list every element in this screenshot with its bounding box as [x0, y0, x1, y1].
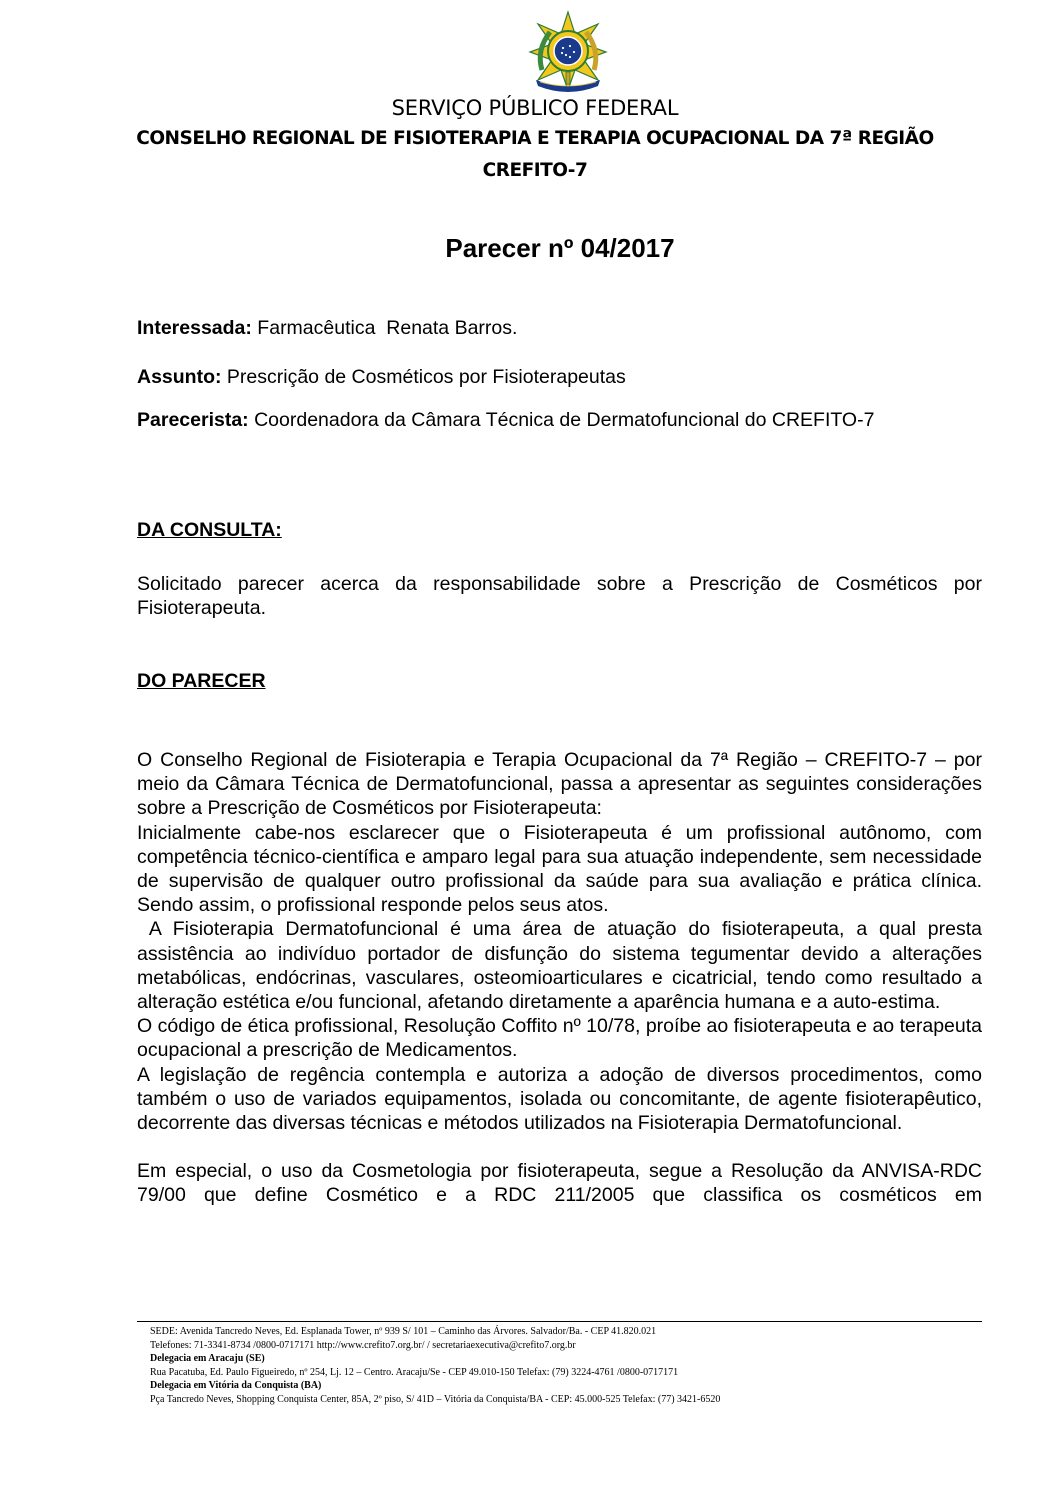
- header-council-name: CONSELHO REGIONAL DE FISIOTERAPIA E TERAPIA OCUPACIONAL DA 7ª REGIÃO: [136, 128, 934, 149]
- parecer-paragraph: Inicialmente cabe-nos esclarecer que o Fisioterapeuta é um profissional autônomo, com competência técnico-científica e amparo legal para sua atuação independente, sem necessidade de supervisão de qualquer outro profissional da saúde para sua avaliação e prática clínica. Sendo assim, o profissional responde pelos seus atos.: [137, 821, 982, 917]
- header-service: SERVIÇO PÚBLICO FEDERAL: [391, 96, 679, 120]
- parecer-paragraph: O Conselho Regional de Fisioterapia e Terapia Ocupacional da 7ª Região – CREFITO-7 – por meio da Câmara Técnica de Dermatofuncional, passa a apresentar as seguintes considerações sobre a Prescrição de Cosméticos por Fisioterapeuta:: [137, 749, 982, 820]
- parecer-heading: DO PARECER: [137, 670, 266, 692]
- header-short-name: CREFITO-7: [482, 160, 588, 181]
- interessada-value: Farmacêutica Renata Barros.: [251, 317, 518, 339]
- parecerista-value: Coordenadora da Câmara Técnica de Dermatofuncional do CREFITO-7: [248, 409, 875, 431]
- parecerista-label: Parecerista:: [137, 409, 249, 431]
- footer-conquista-heading: Delegacia em Vitória da Conquista (BA): [150, 1380, 322, 1391]
- document-title: Parecer nº 04/2017: [445, 233, 675, 263]
- brazil-coat-of-arms-icon: [528, 10, 608, 92]
- parecer-text-block: [137, 748, 988, 1208]
- footer-telefones: Telefones: 71-3341-8734 /0800-0717171 http://www.crefito7.org.br/ / secretariaexecutiva@crefito7.org.br: [150, 1339, 576, 1351]
- parecer-paragraph: Em especial, o uso da Cosmetologia por fisioterapeuta, segue a Resolução da ANVISA-RDC 79/00 que define Cosmético e a RDC 211/2005 que classifica os cosméticos em: [137, 1160, 982, 1207]
- parecer-paragraph: O código de ética profissional, Resolução Coffito nº 10/78, proíbe ao fisioterapeuta e ao terapeuta ocupacional a prescrição de Medicamentos.: [137, 1015, 982, 1062]
- consulta-heading: DA CONSULTA:: [137, 519, 282, 541]
- parecer-paragraph: A legislação de regência contempla e autoriza a adoção de diversos procedimentos, como também o uso de variados equipamentos, isolada ou concomitante, de agente fisioterapêutico, decorrente das diversas técnicas e métodos utilizados na Fisioterapia Dermatofuncional.: [137, 1063, 982, 1135]
- footer-conquista-address: Pça Tancredo Neves, Shopping Conquista Center, 85A, 2º piso, S/ 41D – Vitória da Conquista/BA - CEP: 45.000-525 Telefax: (77) 3421-6520: [150, 1393, 721, 1405]
- parecer-paragraph: A Fisioterapia Dermatofuncional é uma área de atuação do fisioterapeuta, a qual presta assistência ao indivíduo portador de disfunção do sistema tegumentar devido a alterações metabólicas, endócrinas, vasculares, osteomioarticulares e cicatricial, tendo como resultado a alteração estética e/ou funcional, afetando diretamente a aparência humana e a auto-estima.: [137, 918, 988, 1014]
- consulta-paragraph: Solicitado parecer acerca da responsabilidade sobre a Prescrição de Cosméticos por Fisioterapeuta.: [137, 573, 982, 620]
- footer-aracaju-address: Rua Pacatuba, Ed. Paulo Figueiredo, nº 254, Lj. 12 – Centro. Aracaju/Se - CEP 49.010-150 Telefax: (79) 3224-4761 /0800-0717171: [150, 1366, 679, 1378]
- footer-aracaju-heading: Delegacia em Aracaju (SE): [150, 1353, 265, 1364]
- interessada-line: [137, 317, 517, 340]
- assunto-label: Assunto:: [137, 366, 222, 388]
- footer-sede: SEDE: Avenida Tancredo Neves, Ed. Esplanada Tower, nº 939 S/ 101 – Caminho das Árvores. Salvador/Ba. - CEP 41.820.021: [150, 1326, 657, 1337]
- footer: [150, 1325, 982, 1406]
- consulta-text-block: [137, 572, 982, 620]
- parecerista-line: [137, 409, 874, 432]
- interessada-label: Interessada:: [137, 317, 252, 339]
- assunto-value: Prescrição de Cosméticos por Fisioterapeutas: [221, 366, 626, 388]
- assunto-line: [137, 366, 626, 389]
- footer-divider: [137, 1321, 982, 1322]
